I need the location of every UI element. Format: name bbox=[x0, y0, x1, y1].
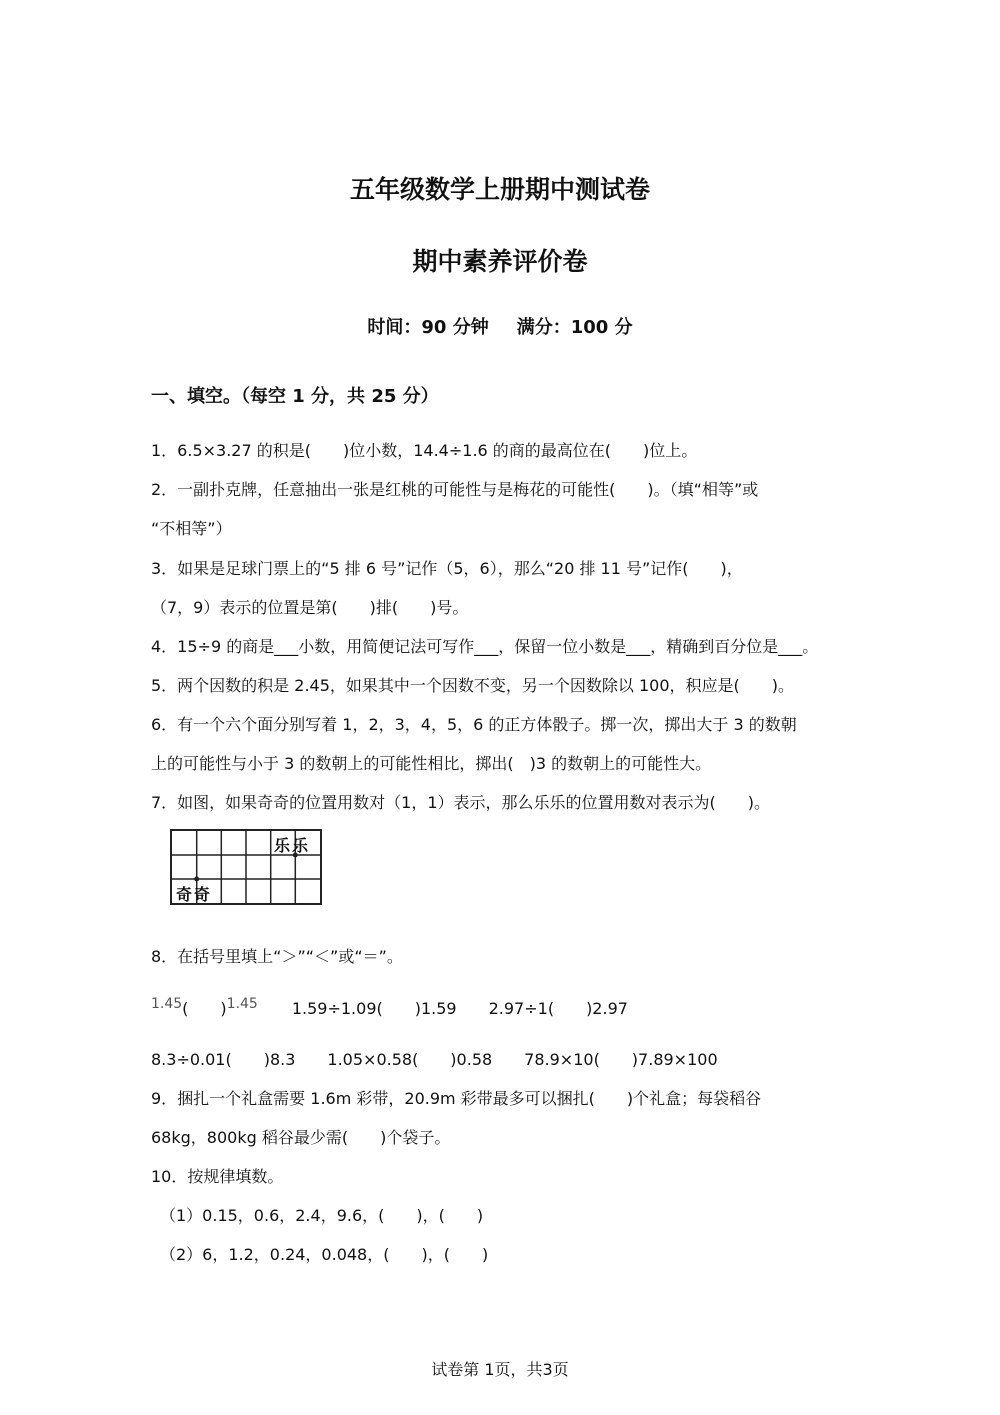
question-4: 4．15÷9 的商是___小数，用简便记法可写作___，保留一位小数是___，精确到百分位是___。 bbox=[151, 637, 819, 656]
question-10-part-2: （2）6，1.2，0.24，0.048，( )，( ) bbox=[160, 1245, 489, 1264]
question-3-line-1: 3．如果是足球门票上的“5 排 6 号”记作（5，6），那么“20 排 11 号”记作( )， bbox=[151, 559, 743, 578]
lele-label: 乐乐 bbox=[274, 836, 311, 855]
exam-time: 时间：90 分钟 bbox=[367, 317, 489, 338]
question-10-part-1: （1）0.15，0.6，2.4，9.6，( )，( ) bbox=[160, 1206, 484, 1225]
qiqi-label: 奇奇 bbox=[176, 885, 213, 904]
position-grid-figure bbox=[170, 829, 322, 905]
question-1: 1．6.5×3.27 的积是( )位小数，14.4÷1.6 的商的最高位在( )位上。 bbox=[151, 441, 698, 460]
compare-value-a: 1.45 bbox=[151, 996, 183, 1012]
question-2-line-1: 2．一副扑克牌，任意抽出一张是红桃的可能性与是梅花的可能性( )。（填“相等”或 bbox=[151, 480, 759, 499]
question-2-line-2: “不相等”） bbox=[151, 519, 232, 538]
compare-rest: 1.59÷1.09( )1.59 2.97÷1( )2.97 bbox=[291, 999, 628, 1018]
question-6-line-1: 6．有一个六个面分别写着 1，2，3，4，5，6 的正方体骰子。掷一次，掷出大于 3 的数朝 bbox=[151, 715, 797, 734]
question-8-row-1 bbox=[151, 996, 628, 1019]
question-9-line-1: 9．捆扎一个礼盒需要 1.6m 彩带，20.9m 彩带最多可以捆扎( )个礼盒；每袋稻谷 bbox=[151, 1089, 762, 1108]
question-8-row-2: 8.3÷0.01( )8.3 1.05×0.58( )0.58 78.9×10( )7.89×100 bbox=[151, 1050, 718, 1069]
question-8: 8．在括号里填上“＞”“＜”或“＝”。 bbox=[151, 947, 403, 966]
section-heading: 一、填空。（每空 1 分，共 25 分） bbox=[151, 386, 439, 407]
exam-subtitle: 期中素养评价卷 bbox=[412, 247, 588, 276]
exam-title: 五年级数学上册期中测试卷 bbox=[349, 175, 650, 204]
question-7: 7．如图，如果奇奇的位置用数对（1，1）表示，那么乐乐的位置用数对表示为( )。 bbox=[151, 793, 771, 812]
compare-blank: ( ) bbox=[182, 999, 227, 1018]
exam-score: 满分：100 分 bbox=[516, 317, 633, 338]
question-3-line-2: （7，9）表示的位置是第( )排( )号。 bbox=[151, 598, 469, 617]
question-9-line-2: 68kg，800kg 稻谷最少需( )个袋子。 bbox=[151, 1128, 451, 1147]
question-5: 5．两个因数的积是 2.45，如果其中一个因数不变，另一个因数除以 100，积应是( )。 bbox=[151, 676, 795, 695]
exam-meta bbox=[0, 313, 1000, 339]
compare-value-b: 1.45 bbox=[226, 996, 258, 1012]
question-10: 10．按规律填数。 bbox=[151, 1167, 284, 1186]
question-6-line-2: 上的可能性与小于 3 的数朝上的可能性相比，掷出( )3 的数朝上的可能性大。 bbox=[151, 754, 712, 773]
page-footer: 试卷第 1页，共3页 bbox=[431, 1360, 569, 1379]
